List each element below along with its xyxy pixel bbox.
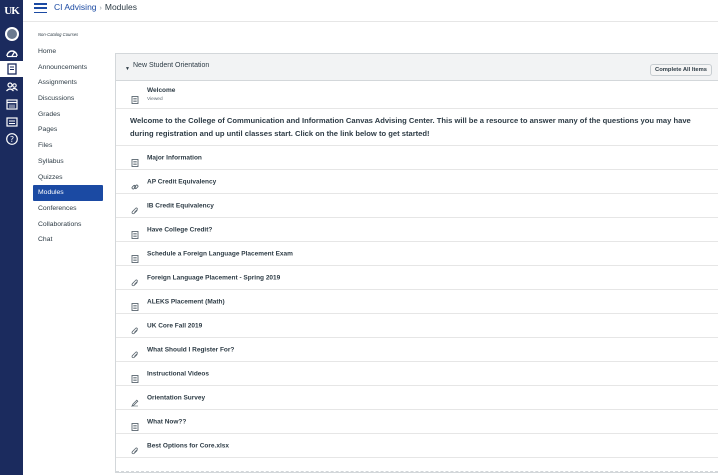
module-footer bbox=[116, 458, 718, 472]
module-item[interactable] bbox=[116, 386, 718, 410]
module-item[interactable] bbox=[116, 242, 718, 266]
hamburger-menu-icon[interactable] bbox=[34, 3, 47, 13]
breadcrumb-course-link[interactable]: CI Advising bbox=[54, 2, 97, 12]
breadcrumb-separator-icon: › bbox=[99, 5, 102, 12]
module-item-title[interactable]: Major Information bbox=[147, 154, 202, 161]
module-item-title[interactable]: Foreign Language Placement - Spring 2019 bbox=[147, 274, 281, 281]
dashboard-icon[interactable] bbox=[0, 45, 23, 61]
course-nav-collaborations[interactable]: Collaborations bbox=[38, 220, 82, 228]
module-item[interactable] bbox=[116, 218, 718, 242]
uk-logo[interactable]: UK bbox=[4, 5, 19, 17]
page-icon bbox=[131, 418, 139, 426]
module-item-title[interactable]: Welcome bbox=[147, 87, 176, 94]
module-item-title[interactable]: IB Credit Equivalency bbox=[147, 202, 214, 209]
module-item[interactable] bbox=[116, 410, 718, 434]
module-header[interactable] bbox=[116, 54, 718, 81]
course-nav-grades[interactable]: Grades bbox=[38, 110, 61, 118]
module-item[interactable] bbox=[116, 338, 718, 362]
module-item[interactable] bbox=[116, 314, 718, 338]
inbox-icon[interactable] bbox=[0, 114, 23, 130]
account-avatar[interactable] bbox=[0, 26, 23, 42]
course-nav-chat[interactable]: Chat bbox=[38, 236, 53, 244]
course-nav-modules[interactable]: Modules bbox=[33, 185, 103, 201]
module-item-title[interactable]: Best Options for Core.xlsx bbox=[147, 442, 229, 449]
page-icon bbox=[131, 154, 139, 162]
link-icon bbox=[131, 178, 139, 186]
course-nav-quizzes[interactable]: Quizzes bbox=[38, 173, 63, 181]
page-icon bbox=[131, 226, 139, 234]
page-icon bbox=[131, 250, 139, 258]
breadcrumb-current: Modules bbox=[104, 2, 138, 12]
modules-content bbox=[115, 53, 718, 473]
module-item-title[interactable]: Have College Credit? bbox=[147, 226, 213, 233]
module-item-list bbox=[116, 146, 718, 458]
attachment-icon bbox=[131, 346, 139, 354]
attachment-icon bbox=[131, 274, 139, 282]
module-item-title[interactable]: Instructional Videos bbox=[147, 370, 210, 377]
course-nav-list bbox=[33, 44, 103, 248]
module-item-title[interactable]: Schedule a Foreign Language Placement Exam bbox=[147, 250, 293, 257]
course-nav-announcements[interactable]: Announcements bbox=[38, 63, 88, 71]
course-nav bbox=[33, 32, 103, 248]
header bbox=[23, 0, 718, 22]
module-item-title[interactable]: What Now?? bbox=[147, 418, 187, 425]
module-item[interactable] bbox=[116, 266, 718, 290]
module-item[interactable] bbox=[116, 434, 718, 458]
module-intro-text: Welcome to the College of Communication and Information Canvas Advising Center. This will be a resource to answer many of the questions you may have during registration and up until classes start. Click on the link below to get started! bbox=[116, 109, 718, 146]
page-icon bbox=[131, 298, 139, 306]
collapse-triangle-icon[interactable]: ▼ bbox=[125, 66, 130, 72]
course-nav-assignments[interactable]: Assignments bbox=[38, 79, 77, 87]
course-nav-home[interactable]: Home bbox=[38, 48, 57, 55]
module-item-title[interactable]: What Should I Register For? bbox=[147, 346, 235, 353]
page-icon bbox=[131, 370, 139, 378]
attachment-icon bbox=[131, 322, 139, 330]
breadcrumb bbox=[54, 2, 137, 12]
help-icon[interactable] bbox=[0, 131, 23, 147]
module-item-title[interactable]: Orientation Survey bbox=[147, 394, 206, 401]
course-nav-subtitle: Non-Catalog Courses bbox=[38, 32, 79, 37]
module-new-student-orientation bbox=[115, 53, 718, 473]
module-item-title[interactable]: AP Credit Equivalency bbox=[147, 178, 217, 185]
attachment-icon bbox=[131, 202, 139, 210]
module-item-welcome[interactable] bbox=[116, 81, 718, 109]
course-nav-conferences[interactable]: Conferences bbox=[38, 204, 77, 212]
global-nav bbox=[0, 0, 23, 475]
complete-all-button[interactable]: Complete All Items bbox=[650, 64, 712, 76]
module-item[interactable] bbox=[116, 170, 718, 194]
courses-icon[interactable] bbox=[0, 61, 23, 77]
quiz-icon bbox=[131, 394, 139, 402]
course-nav-syllabus[interactable]: Syllabus bbox=[38, 157, 64, 165]
course-nav-files[interactable]: Files bbox=[38, 142, 53, 150]
module-item-title[interactable]: ALEKS Placement (Math) bbox=[147, 298, 225, 305]
module-item[interactable] bbox=[116, 362, 718, 386]
module-title: New Student Orientation bbox=[133, 62, 210, 69]
module-item[interactable] bbox=[116, 146, 718, 170]
course-nav-pages[interactable]: Pages bbox=[38, 126, 58, 134]
attachment-icon bbox=[131, 442, 139, 450]
module-item[interactable] bbox=[116, 194, 718, 218]
calendar-icon[interactable] bbox=[0, 96, 23, 112]
groups-icon[interactable] bbox=[0, 79, 23, 95]
page-icon bbox=[131, 91, 139, 99]
viewed-status: Viewed bbox=[147, 97, 163, 102]
module-item[interactable] bbox=[116, 290, 718, 314]
module-item-title[interactable]: UK Core Fall 2019 bbox=[147, 322, 203, 329]
svg-text:?: ? bbox=[9, 135, 14, 144]
course-nav-discussions[interactable]: Discussions bbox=[38, 95, 75, 103]
